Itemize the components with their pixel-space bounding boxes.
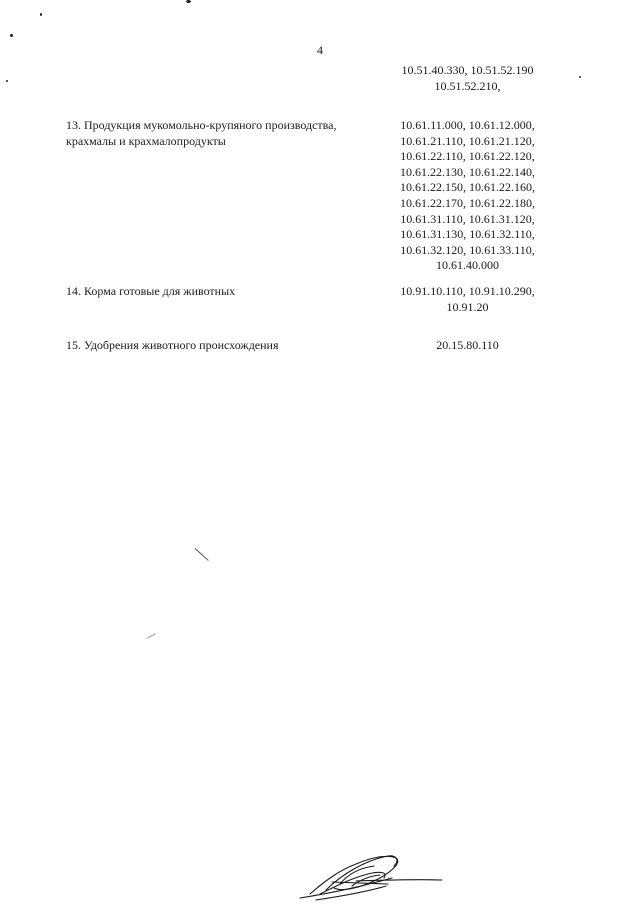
scan-speck [579, 76, 581, 78]
scan-mark [195, 548, 209, 561]
row-14-codes: 10.91.10.110, 10.91.10.290, 10.91.20 [400, 284, 535, 314]
scan-speck [10, 34, 13, 37]
row-13-codes: 10.61.11.000, 10.61.12.000, 10.61.21.110, 10.61.21.120, 10.61.22.110, 10.61.22.120, 10.61.22.130, 10.61.22.140, 10.61.22.150, 10.61.22.160, 10.61.22.170, 10.61.22.180, 10.61.31.110, 10.61.31.120, 10.61.31.130, 10.61.32.110, 10.61.32.120, 10.61.33.110, 10.61.40.000 [400, 118, 535, 273]
row-15-codes: 20.15.80.110 [436, 338, 499, 352]
page-number: 4 [317, 43, 323, 57]
scan-speck [186, 0, 191, 3]
row-13-name: 13. Продукция мукомольно-крупяного производства, крахмалы и крахмалопродукты [66, 118, 337, 148]
row-14-name: 14. Корма готовые для животных [66, 284, 236, 298]
signature [296, 844, 446, 902]
scan-speck [40, 13, 42, 16]
scan-mark [147, 633, 156, 639]
scan-speck [6, 80, 8, 82]
continuation-codes: 10.51.40.330, 10.51.52.190 10.51.52.210, [401, 63, 534, 93]
row-15-name: 15. Удобрения животного происхождения [66, 338, 279, 352]
